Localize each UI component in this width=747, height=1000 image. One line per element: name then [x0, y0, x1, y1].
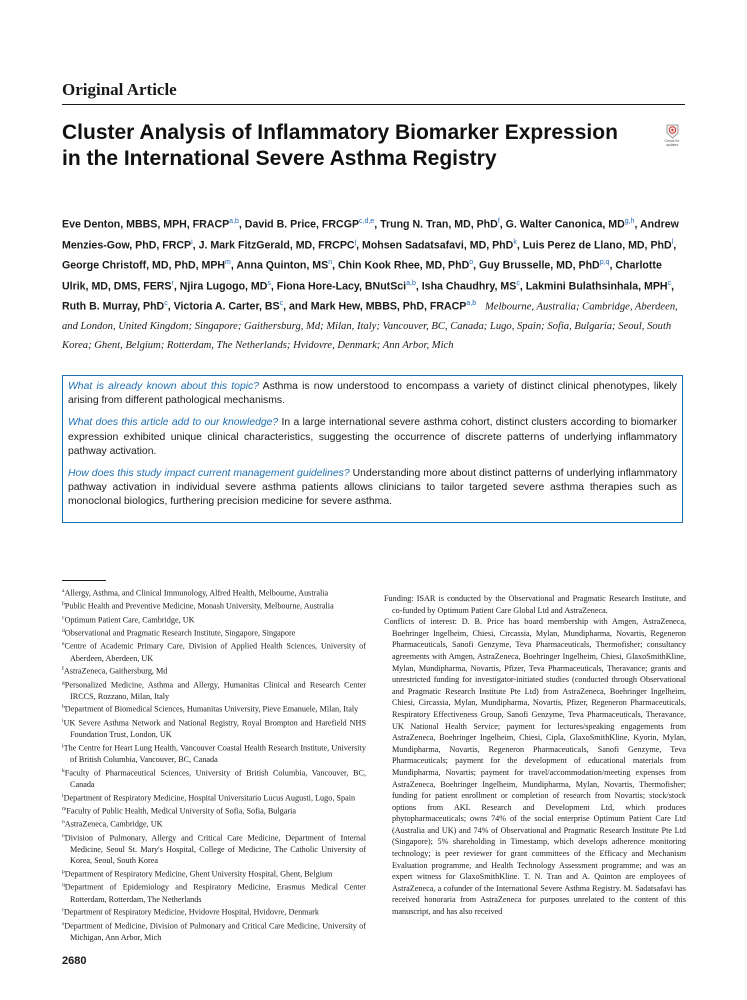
author-name: Andrew Menzies-Gow, PhD, FRCP — [62, 218, 679, 252]
affiliation-item — [62, 678, 366, 703]
affiliation-text: Centre of Academic Primary Care, Division of Applied Health Sciences, University of Aberdeen, Aberdeen, UK — [64, 642, 366, 663]
affiliation-text: Personalized Medicine, Asthma and Allergy, Humanitas Clinical and Research Center IRCCS, Rozzano, Milan, Italy — [64, 680, 366, 701]
key-answer: In a large international severe asthma cohort, distinct clusters according to biomarker expression exhibited unique clinical characteristics, suggesting the occurrence of discrete patterns of underlying inflammatory pathway activation. — [68, 417, 677, 457]
affiliation-item — [62, 613, 366, 626]
affiliation-item — [62, 586, 366, 599]
author-name: Guy Brusselle, MD, PhD — [479, 259, 600, 272]
affiliation-key: q — [62, 882, 65, 889]
affiliation-text: Allergy, Asthma, and Clinical Immunology, Alfred Health, Melbourne, Australia — [64, 588, 329, 598]
affiliation-text: Division of Pulmonary, Allergy and Critical Care Medicine, Department of Internal Medicine, Seoul St. Mary's Hospital, College of Medicine, The Catholic University of Korea, Seoul, South Korea — [64, 833, 366, 866]
affiliation-item — [62, 831, 366, 868]
author-locations: Melbourne, Australia; Cambridge, Aberdeen, and London, United Kingdom; Singapore; Gaithersburg, Md; Milan, Italy; Vancouver, BC, Canada; Lugo, Spain; Sofia, Bulgaria; Seoul, South Korea; Ghent, Belgium; Rotterdam, The Netherlands; Hvidovre, Denmark; Ann Arbor, Mich — [62, 301, 678, 351]
disclosures-column — [384, 593, 686, 918]
affiliation-key: o — [62, 832, 65, 839]
affiliation-text: Faculty of Public Health, Medical University of Sofia, Sofia, Bulgaria — [66, 806, 297, 816]
affiliation-item — [62, 804, 366, 817]
affiliation-key: s — [62, 920, 65, 927]
author-affiliation-ref: c — [667, 279, 672, 287]
header-rule — [62, 104, 685, 105]
affiliation-key: i — [62, 717, 64, 724]
author-affiliation-ref: g,h — [624, 218, 635, 225]
author-name: Fiona Hore-Lacy, BNutSci — [276, 280, 407, 293]
author-affiliation-ref: k — [513, 238, 517, 246]
page-number: 2680 — [62, 955, 87, 967]
affiliation-key: j — [62, 742, 64, 749]
author-affiliation-ref: a,b — [229, 218, 239, 225]
affiliation-item — [62, 702, 366, 715]
author-name: G. Walter Canonica, MD — [505, 218, 625, 231]
affiliation-list — [62, 586, 366, 944]
affiliation-text: AstraZeneca, Cambridge, UK — [64, 819, 163, 829]
affiliation-item — [62, 867, 366, 880]
affiliation-key: c — [62, 614, 65, 621]
affiliation-item — [62, 664, 366, 677]
affiliation-key: m — [62, 805, 67, 812]
affiliation-text: Department of Biomedical Sciences, Humanitas University, Pieve Emanuele, Milan, Italy — [64, 705, 359, 715]
section-label: Original Article — [62, 80, 177, 99]
affiliation-text: Public Health and Preventive Medicine, Monash University, Melbourne, Australia — [64, 602, 334, 612]
author-name: Trung N. Tran, MD, PhD — [380, 218, 498, 231]
key-question: How does this study impact current management guidelines? — [68, 468, 350, 480]
affiliation-key: a — [62, 588, 65, 594]
key-question: What does this article add to our knowledge? — [68, 417, 279, 429]
author-name: Mark Hew, MBBS, PhD, FRACP — [310, 300, 467, 313]
key-answer: Understanding more about distinct patterns of underlying inflammatory pathway activation in individual severe asthma patients allows clinicians to tailor targeted severe asthma therapies such as monoclonal biologics, furthering precision medicine for severe asthma. — [68, 468, 678, 508]
author-list: Eve Denton, MBBS, MPH, FRACP$^{a,b}$, David B. Price, FRCGP$^{c,d,e}$, Trung N. Tran, MD, PhD$^f$, G. Walter Canonica, MD$^{g,h}$, Andrew Menzies-Gow, PhD, FRCP$^i$, J. Mark FitzGerald, MD, FRCPC$^j$, Mohsen Sadatsafavi, MD, PhD$^k$, Luis Perez de Llano, MD, PhD$^l$, George Christoff, MD, PhD, MPH$^m$, Anna Quinton, $MS^n$, Chin Kook Rhee, MD, PhD$^o$, Guy Brusselle, MD, PhD$^{p,q}$, Charlotte Ulrik, MD, DMS, FERS$^r$, Njira Lugogo, $MD^s$, Fiona Hore-Lacy, BNutSci$^{a,b}$, Isha Chaudhry, $MS^c$, Lakmini Bulathsinhala, MPH$^c$, Ruth B. Murray, PhD$^c$, Victoria A. Carter, $BS^c$, and Mark Hew, MBBS, PhD, FRACP$^{a,b}$ Melbourne, Australia; Cambridge, Aberdeen, and London, United Kingdom; Singapore; Gaithersburg, Md; Milan, Italy; Vancouver, BC, Canada; Lugo, Spain; Sofia, Bulgaria; Seoul, South Korea; Ghent, Belgium; Rotterdam, The Netherlands; Hvidovre, Denmark; Ann Arbor, Mich — [62, 218, 679, 351]
affiliation-key: b — [62, 601, 65, 608]
affiliation-item — [62, 905, 366, 918]
affiliation-key: p — [62, 869, 65, 876]
affiliation-text: Department of Medicine, Division of Pulmonary and Critical Care Medicine, University of Michigan, Ann Arbor, Mich — [64, 921, 366, 942]
author-affiliation-ref: r — [171, 279, 174, 287]
article-title: Cluster Analysis of Inflammatory Biomarker Expression in the International Severe Asthma Registry — [62, 121, 618, 170]
author-affiliation-ref: o — [469, 259, 474, 267]
affiliation-item — [62, 626, 366, 639]
author-name: Lakmini Bulathsinhala, MPH — [525, 280, 668, 293]
footnote-rule — [62, 580, 106, 581]
author-name: Ruth B. Murray, PhD — [62, 300, 165, 313]
affiliation-key: l — [62, 792, 64, 799]
author-name: Luis Perez de Llano, MD, PhD — [522, 239, 672, 252]
author-name: Eve Denton, MBBS, MPH, FRACP — [62, 218, 230, 231]
affiliation-item — [62, 766, 366, 791]
affiliation-key: r — [62, 907, 64, 914]
key-message-1 — [68, 380, 677, 408]
author-affiliation-ref: i — [191, 238, 193, 246]
author-affiliation-ref: c,d,e — [359, 218, 375, 225]
author-name: Victoria A. Carter, BS — [173, 300, 280, 313]
affiliation-text: UK Severe Asthma Network and National Registry, Royal Brompton and Harefield NHS Foundation Trust, London, UK — [63, 718, 366, 740]
author-affiliation-ref: c — [279, 300, 284, 308]
affiliation-item — [62, 599, 366, 612]
affiliation-key: d — [62, 627, 65, 634]
affiliations-column — [62, 580, 366, 944]
affiliation-text: Faculty of Pharmaceutical Sciences, University of British Columbia, Vancouver, BC, Canada — [64, 768, 366, 789]
affiliation-key: n — [62, 819, 65, 826]
affiliation-item — [62, 919, 366, 944]
key-message-3 — [68, 467, 677, 510]
affiliation-key: e — [62, 641, 65, 648]
author-affiliation-ref: n — [328, 259, 333, 267]
author-affiliation-ref: m — [225, 259, 231, 267]
affiliation-item — [62, 716, 366, 741]
key-messages-box — [62, 375, 683, 523]
affiliation-item — [62, 880, 366, 905]
affiliation-text: Department of Epidemiology and Respiratory Medicine, Erasmus Medical Center Rotterdam, Rotterdam, The Netherlands — [64, 883, 366, 904]
author-affiliation-ref: a,b — [466, 300, 477, 308]
affiliation-item — [62, 741, 366, 766]
author-name: George Christoff, MD, PhD, MPH — [62, 259, 226, 272]
author-affiliation-ref: l — [671, 238, 674, 246]
author-and: and — [288, 300, 308, 313]
check-for-updates-badge[interactable] — [659, 124, 685, 148]
author-affiliation-ref: a,b — [406, 279, 416, 287]
author-affiliation-ref: j — [354, 238, 357, 246]
affiliation-text: AstraZeneca, Gaithersburg, Md — [63, 666, 168, 676]
check-for-updates-icon — [666, 124, 679, 139]
author-name: Mohsen Sadatsafavi, MD, PhD — [362, 239, 514, 252]
key-answer: Asthma is now understood to encompass a variety of distinct clinical phenotypes, likely arising from different pathological mechanisms. — [68, 381, 677, 407]
check-for-updates-label: Check for updates — [664, 139, 680, 147]
funding-note: Funding: ISAR is conducted by the Observational and Pragmatic Research Institute, and co-funded by Optimum Patient Care Global Ltd and AstraZeneca. — [384, 594, 686, 615]
author-affiliation-ref: c — [516, 279, 520, 287]
affiliation-text: Department of Respiratory Medicine, Hvidovre Hospital, Hvidovre, Denmark — [63, 908, 319, 918]
affiliation-item — [62, 791, 366, 804]
affiliation-text: Department of Respiratory Medicine, Hospital Universitario Lucus Augusti, Lugo, Spain — [63, 793, 356, 803]
affiliation-item — [62, 639, 366, 664]
author-name: Njira Lugogo, MD — [179, 280, 268, 293]
affiliation-item — [62, 817, 366, 830]
affiliation-key: h — [62, 704, 65, 711]
conflicts-note: Conflicts of interest: D. B. Price has board membership with Amgen, AstraZeneca, Boehringer Ingelheim, Chiesi, Circassia, Mylan, Mundipharma, Novartis, Regeneron Pharmaceuticals, Sanofi Genzyme, Teva Pharmaceuticals, Thermofisher; consultancy agreements with Amgen, AstraZeneca, Boehringer Ingelheim, Chiesi, GlaxoSmithKline, Mylan, Mundipharma, Novartis, Pfizer, Teva Pharmaceuticals, Theravance; grants and unrestricted funding for investigator-initiated studies (conducted through Observational and Pragmatic Research Institute Pte Ltd) from AstraZeneca, Boehringer Ingelheim, Chiesi, Circassia, Mylan, Mundipharma, Novartis, Pfizer, Regeneron Pharmaceuticals, Respiratory Effectiveness Group, Sanofi Genzyme, Teva Pharmaceuticals, Theravance, UK National Health Service; payment for lectures/speaking engagements from AstraZeneca, Boehringer Ingelheim, Chiesi, Cipla, GlaxoSmithKline, Kyorin, Mylan, Mundipharma, Novartis, Regeneron Pharmaceuticals, Sanofi Genzyme, Teva Pharmaceuticals; payment for the development of educational materials from Mundipharma, Novartis; payment for travel/accommodation/meeting expenses from AstraZeneca, Boehringer Ingelheim, Mundipharma, Mylan, Novartis, Thermofisher; funding for patient enrollment or completion of research from Novartis; stock/stock options from AKL Research and Development Ltd, which produces phytopharmaceuticals; owns 74% of the social enterprise Optimum Patient Care Ltd (Australia and UK) and 74% of Observational and Pragmatic Research Institute Pte Ltd (Singapore); 5% shareholding in Timestamp, which develops adherence monitoring technology; is peer reviewer for grant committees of the Efficacy and Mechanism Evaluation programme, and Health Technology Assessment programme; and was an expert witness for GlaxoSmithKline. T. N. Tran and A. Quinton are employees of AstraZeneca, a cofunder of the International Severe Asthma Registry. M. Sadatsafavi has received honoraria from AstraZeneca for purposes unrelated to the content of this manuscript, and has also received — [384, 617, 686, 917]
author-affiliation-ref: f — [497, 218, 500, 225]
affiliation-key: k — [62, 767, 65, 774]
affiliation-text: Department of Respiratory Medicine, Ghent University Hospital, Ghent, Belgium — [64, 869, 333, 879]
affiliation-text: The Centre for Heart Lung Health, Vancouver Coastal Health Research Institute, University of British Columbia, Vancouver, BC, Canada — [63, 743, 366, 765]
affiliation-text: Observational and Pragmatic Research Institute, Singapore, Singapore — [64, 628, 296, 638]
author-name: Isha Chaudhry, MS — [421, 280, 517, 293]
author-affiliation-ref: p,q — [599, 259, 610, 267]
author-affiliation-ref: s — [267, 279, 271, 287]
affiliation-text: Optimum Patient Care, Cambridge, UK — [64, 615, 195, 625]
author-name: J. Mark FitzGerald, MD, FRCPC — [198, 239, 355, 252]
key-message-2 — [68, 416, 677, 459]
author-name: David B. Price, FRCGP — [244, 218, 360, 231]
author-affiliation-ref: c — [164, 300, 168, 308]
key-question: What is already known about this topic? — [68, 381, 260, 392]
author-name: Anna Quinton, MS — [236, 259, 329, 272]
author-name: Chin Kook Rhee, MD, PhD — [337, 259, 470, 272]
author-name: Charlotte Ulrik, MD, DMS, FERS — [62, 259, 662, 293]
affiliation-key: f — [62, 666, 64, 673]
affiliation-key: g — [62, 679, 65, 686]
